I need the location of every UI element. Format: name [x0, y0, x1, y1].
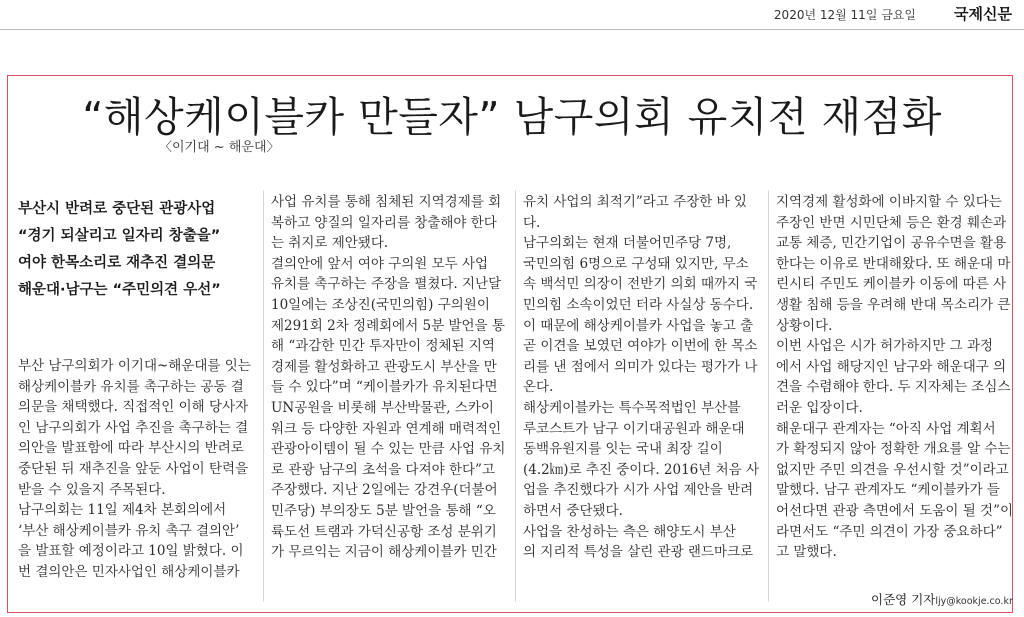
body-text-line: 말했다. 남구 관계자도 “케이블카가 들	[776, 482, 1000, 499]
body-text-line: 루코스트가 남구 이기대공원과 해운대	[523, 420, 745, 437]
body-text-line: 는 취지로 제안됐다.	[271, 235, 389, 252]
body-text-line: 워크 등 다양한 자원과 연계해 매력적인	[271, 420, 502, 437]
body-text-line: 인 남구의회가 사업 추진을 촉구하는 결	[18, 419, 249, 436]
body-text-line: 온다.	[523, 379, 554, 396]
byline	[871, 590, 1013, 608]
body-text-line: 고 말했다.	[776, 544, 837, 561]
body-text-line: 이 때문에 해상케이블카 사업을 놓고 출	[523, 317, 754, 334]
body-text-line: 민주당) 부의장도 5분 발언을 통해 “오	[271, 502, 496, 519]
body-text-line: 견을 수렴해야 한다. 두 지자체는 조심스	[776, 379, 1011, 396]
reporter-email: ljy@kookje.co.kr	[935, 596, 1013, 607]
newspaper-name: 국제신문	[954, 5, 1012, 23]
lead-line: “경기 되살리고 일자리 창출을”	[18, 228, 221, 244]
body-text-line: 없지만 주민 의견을 우선시할 것”이라고	[776, 461, 1009, 478]
body-text-line: 어선다면 관광 측면에서 도움이 될 것”이	[776, 502, 1014, 519]
body-text-line: 린시티 주민도 케이블카 이동에 따른 사	[776, 276, 1007, 293]
body-text-line: UN공원을 비롯해 부산박물관, 스카이	[271, 399, 494, 416]
body-text-line: 복하고 양질의 일자리를 창출해야 한다	[271, 214, 497, 231]
body-text-line: 사업 유치를 통해 침체된 지역경제를 회	[271, 194, 502, 210]
body-text-line: 러운 입장이다.	[776, 399, 863, 416]
lead-line: 부산시 반려로 중단된 관광사업	[18, 201, 216, 217]
body-text-line: 민의힘 소속이었던 터라 사실상 동수다.	[523, 296, 754, 313]
column-divider	[263, 190, 264, 602]
masthead-divider	[0, 29, 1024, 30]
body-text-line: 남구의회는 현재 더불어민주당 7명,	[523, 235, 732, 252]
body-text-line: 업을 추진했다가 시가 사업 제안을 반려	[523, 482, 754, 499]
body-text-line: 유치 사업의 최적기”라고 주장한 바 있	[523, 194, 747, 210]
body-text-line: 상황이다.	[776, 317, 833, 334]
masthead-bar	[0, 0, 1024, 30]
body-text-line: 주장했다. 지난 2일에는 강견우(더불어	[271, 482, 498, 499]
article-subheadline: 〈이기대 ~ 해운대〉	[159, 140, 280, 155]
body-text-line: 의안을 발표함에 따라 부산시의 반려로	[18, 440, 244, 457]
body-text-line: 경제를 활성화하고 관광도시 부산을 만	[271, 358, 497, 375]
body-text-line: 이번 사업은 시가 허가하지만 그 과정	[776, 338, 994, 355]
body-text-line: 의 지리적 특성을 살린 관광 랜드마크로	[523, 544, 754, 561]
body-text-line: 리를 낸 점에서 의미가 있다는 평가가 나	[523, 358, 758, 375]
body-text-line: 10일에는 조상진(국민의힘) 구의원이	[271, 296, 490, 313]
body-text-line: 속 백석민 의장이 전반기 의회 때까지 국	[523, 276, 758, 293]
body-text-line: (4.2㎞)로 추진 중이다. 2016년 처음 사	[523, 461, 760, 478]
body-column-4	[776, 192, 1012, 563]
body-text-line: 사업을 찬성하는 측은 해양도시 부산	[523, 523, 736, 540]
body-text-line: 받을 수 있을지 주목된다.	[18, 481, 166, 498]
body-text-line: 륙도선 트램과 가덕신공항 조성 분위기	[271, 523, 497, 540]
body-text-line: 곧 이견을 보였던 여야가 이번에 한 목소	[523, 338, 758, 355]
body-text-line: 유치를 촉구하는 주장을 펼쳤다. 지난달	[271, 276, 502, 293]
article-lead-summary	[18, 196, 254, 304]
body-text-line: 제291회 2차 정례회에서 5분 발언을 통	[271, 317, 505, 334]
body-text-line: 가 확정되지 않아 정확한 개요를 알 수는	[776, 441, 1011, 458]
lead-line: 해운대·남구는 “주민의견 우선”	[18, 282, 221, 298]
body-text-line: 에서 사업 해당지인 남구와 해운대구 의	[776, 358, 1007, 375]
body-text-line: 결의안에 앞서 여야 구의원 모두 사업	[271, 255, 489, 272]
body-text-line: 다.	[523, 214, 541, 231]
body-text-line: ‘부산 해상케이블카 유치 촉구 결의안’	[18, 522, 240, 539]
body-text-line: 을 발표할 예정이라고 10일 밝혔다. 이	[18, 543, 244, 560]
body-text-line: 관광아이템이 될 수 있는 만큼 사업 유치	[271, 441, 506, 458]
column-divider	[515, 190, 516, 602]
body-text-line: 가 무르익는 지금이 해상케이블카 민간	[271, 544, 497, 561]
body-column-1	[18, 356, 254, 583]
lead-line: 여야 한목소리로 재추진 결의문	[18, 255, 216, 271]
body-text-line: 들 수 있다”며 “케이블카가 유치된다면	[271, 379, 498, 396]
column-divider	[768, 190, 769, 602]
body-text-line: 중단된 뒤 재추진을 앞둔 사업이 탄력을	[18, 460, 249, 477]
body-text-line: 해 “과감한 민간 투자만이 정체된 지역	[271, 338, 495, 355]
body-text-line: 로 관광 남구의 초석을 다져야 한다”고	[271, 461, 495, 478]
body-text-line: 번 결의안은 민자사업인 해상케이블카	[18, 563, 240, 580]
body-text-line: 라면서도 “주민 의견이 가장 중요하다”	[776, 523, 1003, 540]
reporter-name: 이준영 기자	[871, 592, 936, 607]
body-column-3	[523, 192, 759, 563]
body-column-2	[271, 192, 507, 563]
issue-date: 2020년 12월 11일 금요일	[773, 8, 916, 22]
body-text-line: 의문을 채택했다. 직접적인 이해 당사자	[18, 399, 249, 416]
body-text-line: 해운대구 관계자는 “아직 사업 계획서	[776, 420, 996, 437]
body-text-line: 부산 남구의회가 이기대~해운대를 잇는	[18, 358, 251, 374]
body-text-line: 국민의힘 6명으로 구성돼 있지만, 무소	[523, 255, 749, 272]
body-text-line: 교통 체증, 민간기업이 공유수면을 활용	[776, 235, 1007, 252]
body-text-line: 동백유원지를 잇는 국내 최장 길이	[523, 441, 723, 458]
body-text-line: 주장인 반면 시민단체 등은 환경 훼손과	[776, 214, 1007, 231]
body-text-line: 지역경제 활성화에 이바지할 수 있다는	[776, 194, 1002, 210]
article-headline: “해상케이블카 만들자” 남구의회 유치전 재점화	[82, 93, 942, 141]
body-text-line: 생활 침해 등을 우려해 반대 목소리가 큰	[776, 296, 1011, 313]
body-text-line: 남구의회는 11일 제4차 본회의에서	[18, 502, 227, 519]
body-text-line: 하면서 중단됐다.	[523, 502, 623, 519]
body-text-line: 해상케이블카는 특수목적법인 부산블	[523, 399, 741, 416]
body-text-line: 한다는 이유로 반대해왔다. 또 해운대 마	[776, 255, 1011, 272]
body-text-line: 해상케이블카 유치를 촉구하는 공동 결	[18, 378, 244, 395]
